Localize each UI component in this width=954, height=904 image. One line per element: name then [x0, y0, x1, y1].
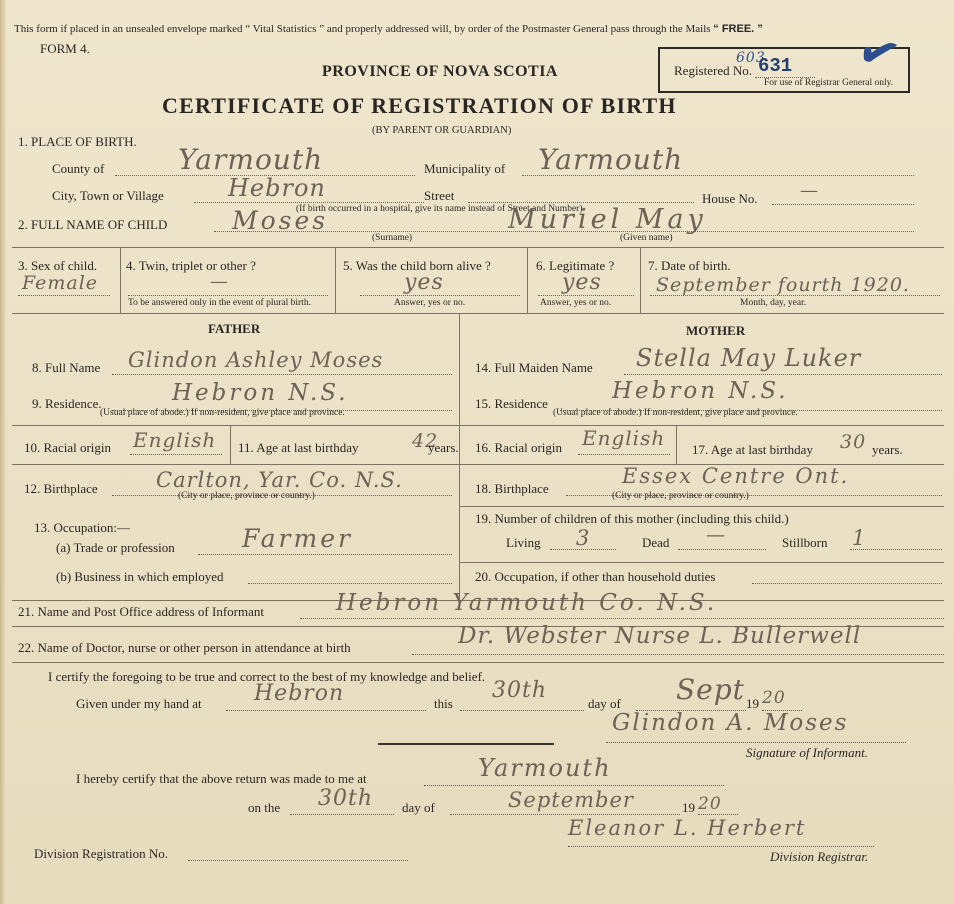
mother-age-label: 17. Age at last birthday: [692, 442, 813, 457]
doctor-value: Dr. Webster Nurse L. Bullerwell: [458, 623, 862, 649]
street-label: Street: [424, 188, 455, 203]
living-label: Living: [506, 535, 541, 550]
division-registrar-caption: Division Registrar.: [770, 849, 869, 864]
father-residence-label: 9. Residence.: [32, 396, 102, 411]
given-day-value: 30th: [492, 678, 548, 703]
street-note: (If birth occurred in a hospital, give its name instead of Street and Number): [296, 204, 583, 214]
page-title: CERTIFICATE OF REGISTRATION OF BIRTH: [162, 93, 677, 118]
father-birthplace-label: 12. Birthplace: [24, 481, 98, 496]
surname-value: Moses: [232, 206, 329, 235]
mother-residence-label: 15. Residence: [475, 396, 548, 411]
mother-birthplace-note: (City or place, province or country.): [612, 491, 749, 501]
father-birthplace-note: (City or place, province or country.): [178, 491, 315, 501]
father-age-label: 11. Age at last birthday: [238, 440, 359, 455]
father-heading: FATHER: [208, 321, 261, 336]
given-under-label: Given under my hand at: [76, 696, 202, 711]
free-label: “ FREE. ”: [713, 23, 763, 35]
informant-signature: Glindon A. Moses: [612, 710, 849, 736]
place-of-birth-label: 1. PLACE OF BIRTH.: [18, 134, 137, 149]
twin-note: To be answered only in the event of plural birth.: [128, 298, 311, 308]
municipality-value: Yarmouth: [538, 143, 684, 176]
mother-name-value: Stella May Luker: [636, 344, 862, 372]
county-label: County of: [52, 161, 105, 176]
registrar-place-value: Yarmouth: [478, 754, 612, 782]
registrar-statement: I hereby certify that the above return was made to me at: [76, 771, 367, 786]
dead-label: Dead: [642, 535, 670, 550]
alive-value: yes: [404, 270, 444, 295]
children-label: 19. Number of children of this mother (including this child.): [475, 511, 789, 526]
trade-value: Farmer: [242, 524, 353, 553]
mother-birthplace-value: Essex Centre Ont.: [622, 464, 850, 488]
mother-racial-label: 16. Racial origin: [475, 440, 563, 455]
municipality-label: Municipality of: [424, 161, 506, 176]
father-racial-label: 10. Racial origin: [24, 440, 112, 455]
date-of-birth-label: 7. Date of birth.: [648, 258, 731, 273]
twin-label: 4. Twin, triplet or other ?: [126, 258, 256, 273]
mother-racial-value: English: [582, 426, 666, 450]
house-label: House No.: [702, 191, 758, 206]
date-of-birth-note: Month, day, year.: [740, 298, 807, 308]
sex-value: Female: [22, 272, 99, 294]
registrar-day-of-label: day of: [402, 800, 435, 815]
child-name-label: 2. FULL NAME OF CHILD: [18, 217, 168, 232]
legitimate-note: Answer, yes or no.: [540, 298, 612, 308]
mail-notice-text: This form if placed in an unsealed envelope marked “ Vital Statistics ” and properly addressed will, by order of the Postmaster General pass through the Mails: [14, 23, 711, 35]
father-age-value: 42: [412, 430, 439, 452]
registered-number: 631: [758, 55, 793, 77]
mail-notice: [14, 24, 763, 35]
informant-value: Hebron Yarmouth Co. N.S.: [336, 590, 718, 616]
certify-statement: I certify the foregoing to be true and correct to the best of my knowledge and belief.: [48, 669, 486, 684]
mother-residence-value: Hebron N.S.: [612, 378, 789, 404]
mother-birthplace-label: 18. Birthplace: [475, 481, 549, 496]
city-label: City, Town or Village: [52, 188, 164, 203]
given-month-value: Sept: [676, 673, 745, 706]
county-value: Yarmouth: [178, 143, 324, 176]
house-value: —: [800, 180, 819, 201]
registrar-signature: Eleanor L. Herbert: [568, 816, 807, 840]
alive-label: 5. Was the child born alive ?: [343, 258, 491, 273]
trade-label: (a) Trade or profession: [56, 540, 175, 555]
father-age-unit: years.: [428, 440, 459, 455]
form-number: FORM 4.: [40, 41, 90, 56]
father-racial-value: English: [133, 428, 217, 452]
province-heading: PROVINCE OF NOVA SCOTIA: [322, 63, 558, 80]
on-the-label: on the: [248, 800, 281, 815]
date-of-birth-value: September fourth 1920.: [656, 274, 910, 296]
registrar-month-value: September: [508, 788, 634, 812]
informant-label: 21. Name and Post Office address of Informant: [18, 604, 264, 619]
registered-label: Registered No.: [674, 63, 752, 78]
dead-value: —: [706, 524, 726, 546]
alive-note: Answer, yes or no.: [394, 298, 466, 308]
registered-handwritten: 603: [736, 50, 766, 66]
mother-heading: MOTHER: [686, 323, 746, 338]
father-name-label: 8. Full Name: [32, 360, 101, 375]
mother-name-label: 14. Full Maiden Name: [475, 360, 593, 375]
twin-value: —: [210, 271, 229, 292]
legitimate-label: 6. Legitimate ?: [536, 258, 615, 273]
father-name-value: Glindon Ashley Moses: [128, 348, 384, 372]
given-place-value: Hebron: [254, 681, 345, 706]
father-birthplace-value: Carlton, Yar. Co. N.S.: [156, 468, 403, 492]
given-name-caption: (Given name): [620, 233, 673, 243]
given-year-prefix: 19: [746, 696, 759, 711]
registrar-year-value: 20: [698, 794, 722, 814]
given-name-value: Muriel May: [508, 204, 707, 235]
informant-signature-caption: Signature of Informant.: [746, 745, 868, 760]
legitimate-value: yes: [562, 270, 602, 295]
check-mark-icon: ✔: [850, 21, 907, 86]
surname-caption: (Surname): [372, 233, 413, 243]
father-occupation-label: 13. Occupation:—: [34, 520, 131, 535]
registrar-day-value: 30th: [318, 786, 374, 811]
this-label: this: [434, 696, 453, 711]
father-residence-note: (Usual place of abode.) If non-resident, give place and province.: [100, 408, 345, 418]
given-year-value: 20: [762, 688, 786, 708]
division-registration-label: Division Registration No.: [34, 846, 168, 861]
mother-age-unit: years.: [872, 442, 903, 457]
paper-edge: [0, 0, 6, 904]
page-subtitle: (BY PARENT OR GUARDIAN): [372, 125, 512, 136]
stillborn-label: Stillborn: [782, 535, 828, 550]
mother-residence-note: (Usual place of abode.) If non-resident, give place and province.: [553, 408, 798, 418]
business-label: (b) Business in which employed: [56, 569, 224, 584]
mother-occupation-label: 20. Occupation, if other than household duties: [475, 569, 716, 584]
given-day-of-label: day of: [588, 696, 621, 711]
sex-label: 3. Sex of child.: [18, 258, 98, 273]
father-residence-value: Hebron N.S.: [172, 380, 349, 406]
doctor-label: 22. Name of Doctor, nurse or other person in attendance at birth: [18, 640, 351, 655]
city-value: Hebron: [228, 174, 326, 202]
registrar-use-note: For use of Registrar General only.: [764, 78, 894, 88]
stillborn-value: 1: [852, 526, 867, 550]
mother-age-value: 30: [840, 431, 867, 453]
registrar-year-prefix: 19: [682, 800, 695, 815]
living-value: 3: [576, 526, 591, 550]
